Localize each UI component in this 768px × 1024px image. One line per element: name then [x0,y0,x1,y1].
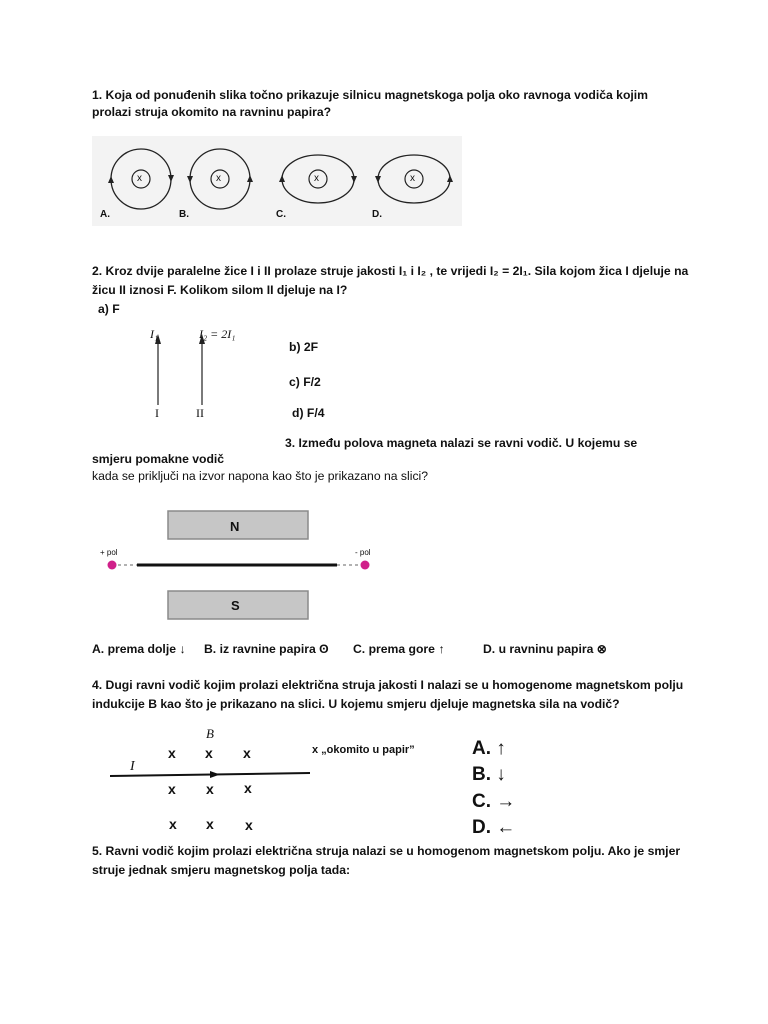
q4-answer-d: D. ← [472,817,516,838]
q3-magnet-figure [95,505,385,625]
q3-text-line2: smjeru pomakne vodič [92,452,225,466]
q1-marker-b: x [216,173,221,184]
field-cross-7: x [169,816,177,832]
q2-label-wire-2: II [196,406,204,420]
field-cross-2: x [205,745,213,761]
q3-text-line1: 3. Između polova magneta nalazi se ravni vodič. U kojemu se [285,436,638,450]
q4-legend: x „okomito u papir” [312,744,415,756]
magnet-south-label: S [231,598,240,613]
q4-answer-c: C. → [472,791,516,812]
q1-marker-c: x [314,173,319,184]
q2-label-wire-1: I [155,406,159,420]
q3-answer-b: B. iz ravnine papira ʘ [204,642,329,656]
q1-text-line2: prolazi struja okomito na ravninu papira? [92,105,332,119]
field-cross-1: x [168,745,176,761]
q2-label-i2: I₂ = 2I₁ [199,327,236,341]
q2-answer-a: a) F [98,302,120,316]
q2-answer-b: b) 2F [289,340,319,354]
q2-label-i1: I₁ [150,327,159,341]
field-cross-6: x [244,780,252,796]
q2-answer-c: c) F/2 [289,375,321,389]
plus-pole-label: + pol [100,548,118,557]
q3-answer-d: D. u ravninu papira ⊗ [483,642,607,656]
field-cross-3: x [243,745,251,761]
q2-answer-d: d) F/4 [292,406,325,420]
q4-b-label: B⃗ [206,726,225,741]
field-cross-8: x [206,816,214,832]
q4-text-line2: indukcije B kao što je prikazano na slici. U kojemu smjeru djeluje magnetska sila na vodič? [92,697,620,711]
q3-answer-c: C. prema gore ↑ [353,642,445,656]
q4-answer-b: B. ↓ [472,764,506,785]
q1-marker-a: x [137,173,142,184]
q4-i-label: I [130,759,135,774]
q1-option-d: D. [372,209,382,220]
q4-field-figure [110,760,320,790]
q2-text-line2: žicu II iznosi F. Kolikom silom II djeluje na I? [92,283,348,297]
minus-pole-label: - pol [355,548,371,557]
q1-option-c: C. [276,209,286,220]
field-cross-9: x [245,817,253,833]
q5-text-line1: 5. Ravni vodič kojim prolazi električna struja nalazi se u homogenom magnetskom polju. Ako je smjer [92,844,681,858]
q4-answer-a: A. ↑ [472,738,506,759]
field-cross-4: x [168,781,176,797]
q3-text-line3: kada se priključi na izvor napona kao što je prikazano na slici? [92,469,429,483]
q4-text-line1: 4. Dugi ravni vodič kojim prolazi električna struja jakosti I nalazi se u homogenome magnetskom polju [92,678,684,692]
q1-marker-d: x [410,173,415,184]
magnet-north-label: N [230,519,240,534]
q1-option-a: A. [100,209,110,220]
q3-answer-a: A. prema dolje ↓ [92,642,186,656]
field-cross-5: x [206,781,214,797]
q2-text-line1: 2. Kroz dvije paralelne žice I i II prolaze struje jakosti I₁ i I₂ , te vrijedi I₂ = 2I₁. Sila kojom žica I djeluje na [92,264,689,278]
q1-text-line1: 1. Koja od ponuđenih slika točno prikazuje silnicu magnetskoga polja oko ravnoga vodiča kojim [92,88,648,102]
q1-option-b: B. [179,209,189,220]
q5-text-line2: struje jednak smjeru magnetskog polja tada: [92,863,351,877]
